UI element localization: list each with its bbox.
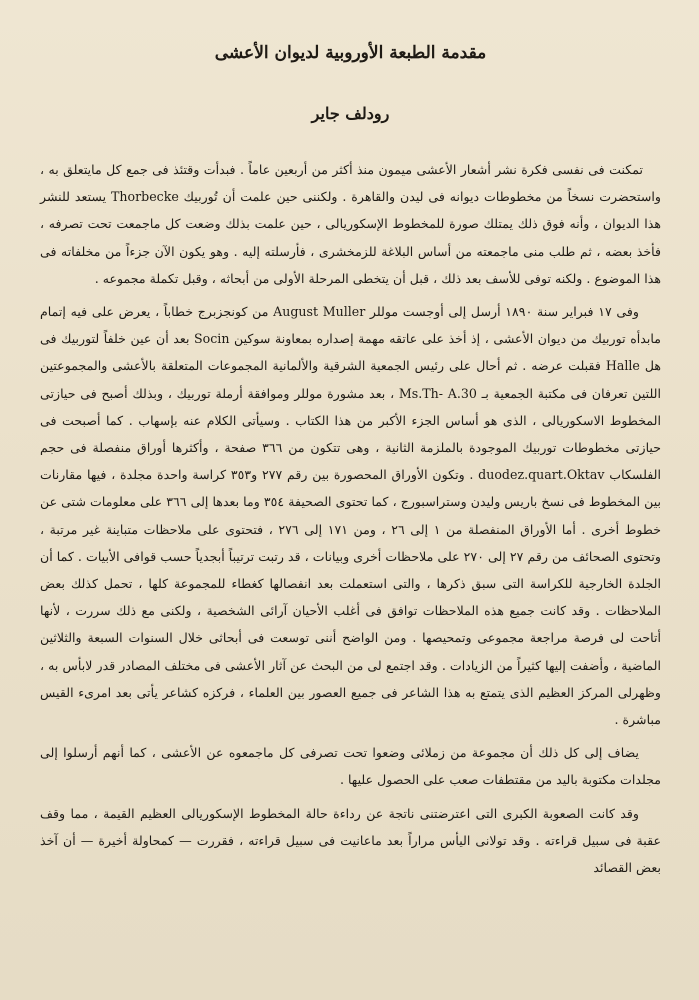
- paragraph-4: وقد كانت الصعوبة الكبرى التى اعترضتنى ناتجة عن رداءة حالة المخطوط الإسكوريالى العظيم القيمة ، مما وقف عقبة فى سبيل قراءته . وقد تولانى اليأس مراراً بعد ماعانيت فى سبيل قراءته ، فقررت — كمحاولة أخيرة — أن آخذ بعض القصائد: [40, 805, 661, 876]
- paragraph-2: وفى ١٧ فبراير سنة ١٨٩٠ أرسل إلى أوجست موللر August Muller من كونجزبرج خطاباً ، يعرض على فيه إتمام مابدأه توربيك من ديوان الأعشى ، إذ أخذ على عاتقه مهمة إصداره بمعاونة سوكين Socin بعد أن عين خلفاً لتوربيك فى هل Halle فقبلت عرضه . ثم أحال على رئيس الجمعية الشرقية والألمانية المجموعات المتعلقة بالأعشى والمجموعتين اللتين تعرفان فى مكتبة الجمعية بـ Ms.Th- A.30 ، بعد مشورة موللر وموافقة أرملة توربيك ، وبذلك أصبح فى حيازتى المخطوط الاسكوريالى ، الذى هو أساس الجزء الأكبر من هذا الكتاب . وسيأتى الكلام عنه بإسهاب . كما أصبحت فى حيازتى مخطوطات توربيك الموجودة بالملزمة الثانية ، وهى تتكون من ٣٦٦ صفحة ، وأكثرها أوراق منفصلة فى حجم الفلسكاب duodez.quart.Oktav . وتكون الأوراق المحصورة بين رقم ٢٧٧ و٣٥٣ كراسة واحدة مجلدة ، فيها مقارنات بين المخطوط فى نسخ باريس وليدن وستراسبورج ، كما تحتوى الصحيفة ٣٥٤ وما بعدها إلى ٣٦٦ على معلومات شتى عن خطوط أخرى . أما الأوراق المنفصلة من ١ إلى ٢٦ ، ومن ١٧١ إلى ٢٧٦ ، فتحتوى على ملاحظات متباينة غير مرتبة ، وتحتوى الصحائف من رقم ٢٧ إلى ٢٧٠ على ملاحظات أخرى وبيانات ، قد رتبت ترتيباً أبجدياً حسب قوافى الأبيات . كما أن الجلدة الخارجية للكراسة التى سبق ذكرها ، والتى استعملت بعد انفصالها كغطاء للمجموعة كلها ، تحمل كذلك بعض الملاحظات . وقد كانت جميع هذه الملاحظات توافق فى أغلب الأحيان آرائى الشخصية ، ولكنى مع ذلك سررت ، لأنها أتاحت لى فرصة مراجعة مجموعى وتمحيصها . ومن الواضح أننى توسعت فى أبحاثى خلال السنوات السبعة والثلاثين الماضية ، وأضفت إليها كثيراً من الزيادات . وقد اجتمع لى من البحث عن آثار الأعشى فى مختلف المصادر قدر لابأس به ، وظهرلى المركز العظيم الذى يتمتع به هذا الشاعر فى جميع العصور بين العلماء ، فركزه كشاعر يأتى بعد امرىء القيس مباشرة .: [40, 304, 662, 728]
- author-name: رودلف جاير: [311, 104, 390, 123]
- paragraph-3: يضاف إلى كل ذلك أن مجموعة من زملائى وضعوا تحت تصرفى كل ماجمعوه عن الأعشى ، كما أنهم أرسلوا إلى مجلدات مكتوبة باليد من مقتطفات صعب على الحصول عليها .: [40, 745, 661, 788]
- page-title: مقدمة الطبعة الأوروبية لديوان الأعشى: [214, 43, 487, 63]
- book-page: [40, 28, 661, 990]
- body-text: [40, 156, 661, 881]
- paragraph-1: تمكنت فى نفسى فكرة نشر أشعار الأعشى ميمون منذ أكثر من أربعين عاماً . فبدأت وقتئذ فى جمع كل مايتعلق به ، واستحضرت نسخاً من مخطوطات ديوانه فى ليدن والقاهرة . ولكننى حين علمت أن تُوربيك Thorbecke يستعد للنشر هذا الديوان ، وأنه فوق ذلك يمتلك صورة للمخطوط الإسكوريالى ، حين علمت بذلك وضعت كل ماجمعت تحت تصرفه ، فأخذ بعضه ، ثم طلب منى ماجمعته من أساس البلاغة للزمخشرى ، فأرسلته إليه . وهو يكون الآن جزءاً من مخلفاته فى هذا الموضوع . ولكنه توفى للأسف بعد ذلك ، قبل أن يتخطى المرحلة الأولى من أبحاثه ، وقبل تكملة مجموعه .: [40, 162, 661, 286]
